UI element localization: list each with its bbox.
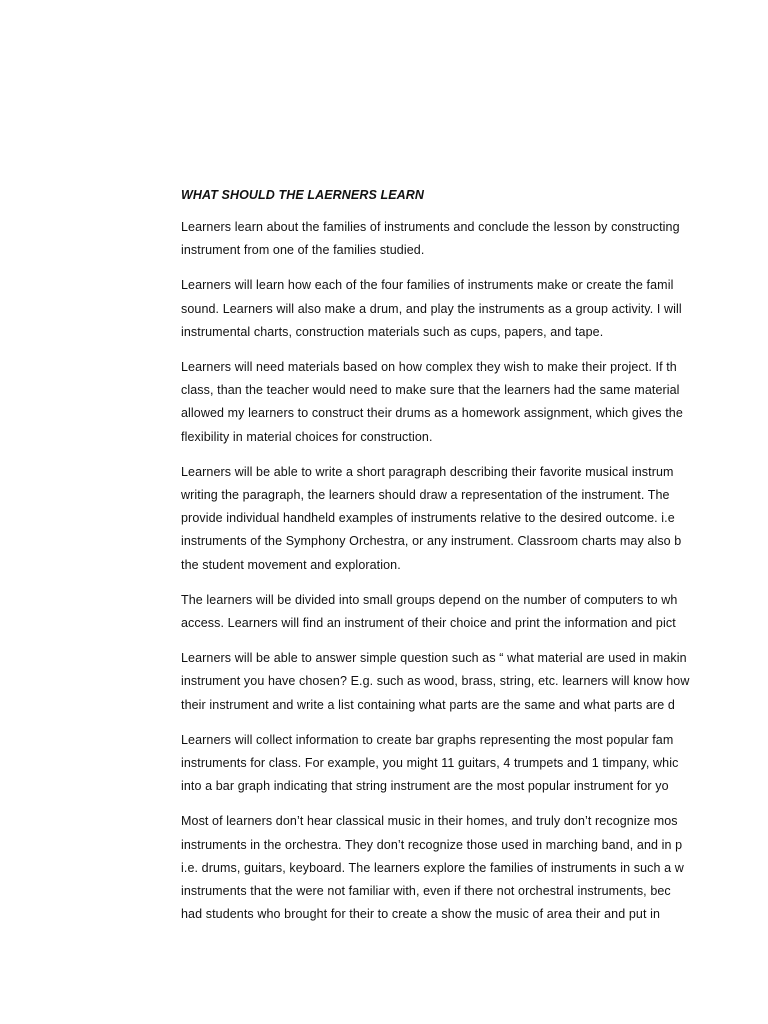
paragraph-line: provide individual handheld examples of instruments relative to the desired outcome. i.e [181,511,675,526]
paragraph [181,589,678,635]
paragraph-line: access. Learners will find an instrument of their choice and print the information and pict [181,616,676,631]
paragraph-line: allowed my learners to construct their drums as a homework assignment, which gives the [181,406,683,421]
paragraph [181,647,690,717]
document-heading: WHAT SHOULD THE LAERNERS LEARN [181,188,425,202]
paragraph-line: into a bar graph indicating that string instrument are the most popular instrument for yo [181,779,669,794]
paragraph [181,461,682,577]
paragraph-line: their instrument and write a list containing what parts are the same and what parts are d [181,697,675,712]
paragraph-line: had students who brought for their to create a show the music of area their and put in [181,907,661,922]
paragraph-line: Learners will learn how each of the four families of instruments make or create the famil [181,278,674,293]
paragraph-line: the student movement and exploration. [181,557,401,572]
paragraph-list [181,216,690,926]
paragraph-line: The learners will be divided into small groups depend on the number of computers to wh [181,592,678,607]
paragraph [181,810,684,926]
paragraph-line: flexibility in material choices for construction. [181,429,433,444]
paragraph-line: instruments in the orchestra. They don’t recognize those used in marching band, and in p [181,837,683,852]
paragraph-line: Learners learn about the families of instruments and conclude the lesson by constructing [181,220,680,234]
paragraph-line: Learners will be able to write a short paragraph describing their favorite musical instrum [181,464,674,479]
paragraph [181,274,682,344]
paragraph-line: instrument from one of the families studied. [181,243,425,258]
paragraph-line: instrumental charts, construction materials such as cups, papers, and tape. [181,324,604,339]
paragraph-line: instrument you have chosen? E.g. such as wood, brass, string, etc. learners will know how [181,674,690,689]
paragraph [181,356,683,449]
paragraph-line: Learners will be able to answer simple question such as “ what material are used in makin [181,651,687,666]
paragraph-line: Most of learners don’t hear classical music in their homes, and truly don’t recognize mos [181,814,678,829]
paragraph-line: i.e. drums, guitars, keyboard. The learners explore the families of instruments in such a w [181,860,684,875]
paragraph-line: instruments of the Symphony Orchestra, or any instrument. Classroom charts may also b [181,534,682,549]
paragraph-line: Learners will collect information to create bar graphs representing the most popular fam [181,732,674,747]
paragraph [181,729,678,799]
paragraph-line: instruments for class. For example, you might 11 guitars, 4 trumpets and 1 timpany, whic [181,756,679,771]
paragraph-line: Learners will need materials based on how complex they wish to make their project. If th [181,360,677,375]
paragraph [181,216,678,262]
paragraph-line: instruments that the were not familiar with, even if there not orchestral instruments, bec [181,884,671,899]
paragraph-line: writing the paragraph, the learners should draw a representation of the instrument. The [181,488,670,503]
document-body [181,184,690,922]
paragraph-line: class, than the teacher would need to make sure that the learners had the same material [181,383,680,398]
paragraph-line: sound. Learners will also make a drum, and play the instruments as a group activity. I will [181,301,682,316]
